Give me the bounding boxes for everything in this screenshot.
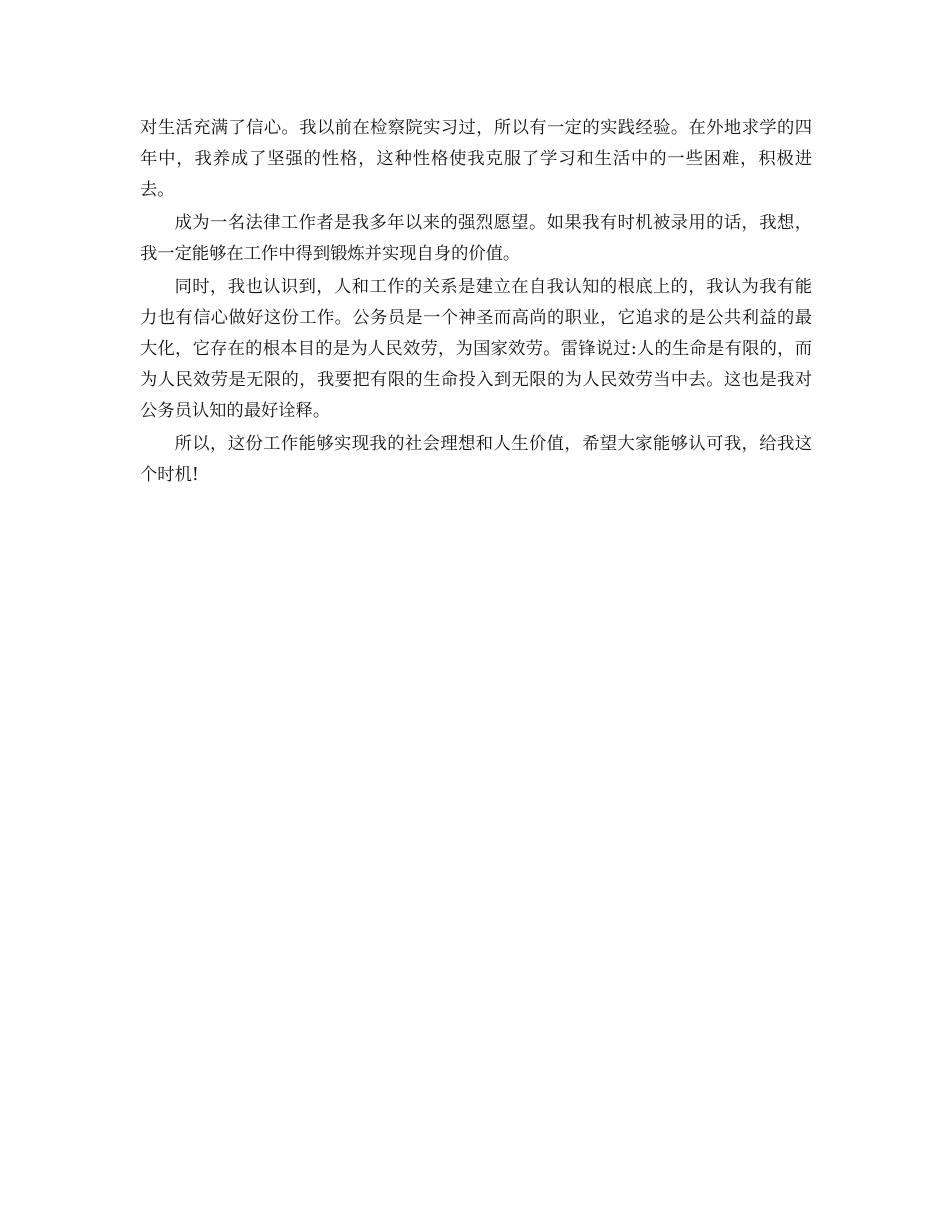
paragraph-1: 对生活充满了信心。我以前在检察院实习过，所以有一定的实践经验。在外地求学的四年中，我养成了坚强的性格，这种性格使我克服了学习和生活中的一些困难，积极进去。 xyxy=(140,118,812,200)
paragraph-4: 所以，这份工作能够实现我的社会理想和人生价值，希望大家能够认可我，给我这个时机! xyxy=(140,434,812,485)
paragraph-2: 成为一名法律工作者是我多年以来的强烈愿望。如果我有时机被录用的话，我想，我一定能够在工作中得到锻炼并实现自身的价值。 xyxy=(140,213,812,264)
document-body xyxy=(140,113,812,493)
paragraph-3: 同时，我也认识到，人和工作的关系是建立在自我认知的根底上的，我认为我有能力也有信心做好这份工作。公务员是一个神圣而高尚的职业，它追求的是公共利益的最大化，它存在的根本目的是为人民效劳，为国家效劳。雷锋说过:人的生命是有限的，而为人民效劳是无限的，我要把有限的生命投入到无限的为人民效劳当中去。这也是我对公务员认知的最好诠释。 xyxy=(140,277,812,421)
